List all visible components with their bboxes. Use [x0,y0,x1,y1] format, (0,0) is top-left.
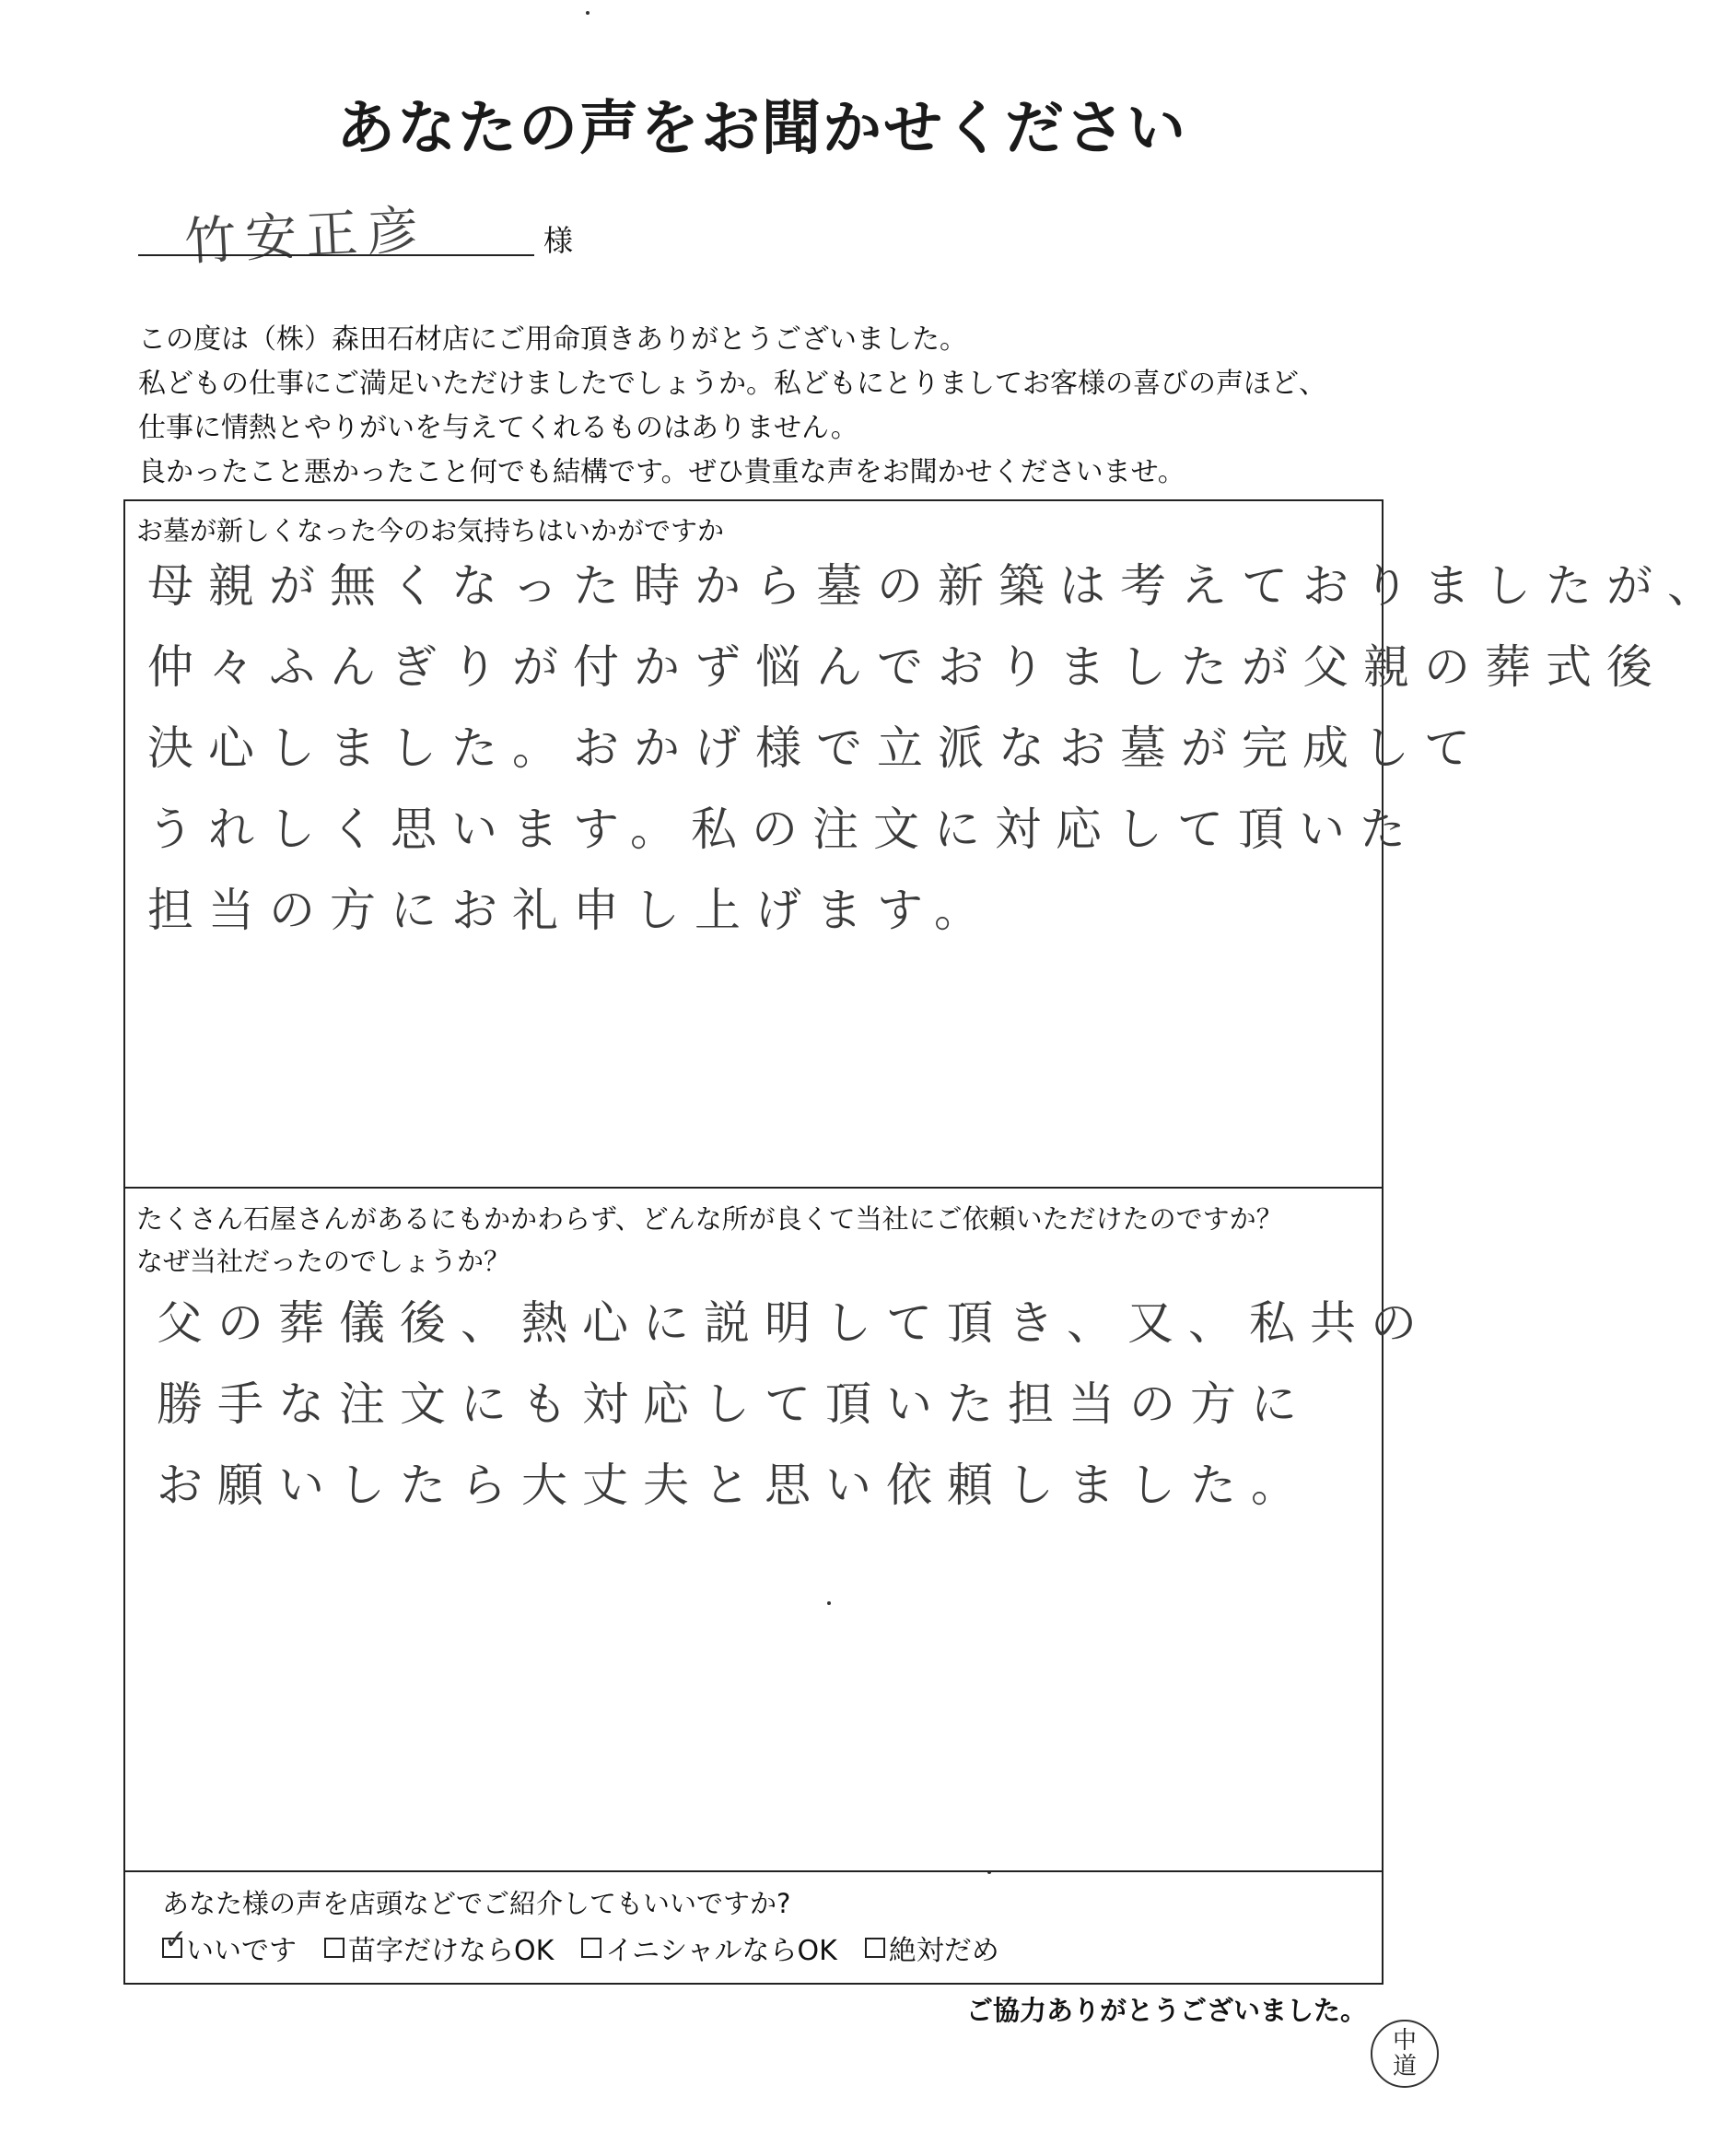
intro-line: 良かったこと悪かったこと何でも結構です。ぜひ貴重な声をお聞かせくださいませ。 [138,456,1185,488]
answer-line: 母親が無くなった時から墓の新築は考えておりましたが、 [147,559,1728,613]
intro-line: 仕事に情熱とやりがいを与えてくれるものはありません。 [138,412,858,444]
question-2-line: たくさん石屋さんがあるにもかかわらず、どんな所が良くて当社にご依頼いただけたのですか？ [136,1203,1283,1235]
checkbox[interactable] [324,1938,344,1958]
customer-honorific: 様 [543,223,574,258]
intro-text [138,318,1326,495]
option-surname-only[interactable] [324,1928,554,1968]
customer-name-underline [138,254,534,256]
answer-line: 仲々ふんぎりが付かず悩んでおりましたが父親の葬式後 [147,640,1667,694]
option-refuse[interactable] [865,1928,999,1968]
option-label: 苗字だけならOK [348,1935,555,1967]
intro-line: この度は（株）森田石材店にご用命頂きありがとうございました。 [138,323,967,356]
section-divider [123,1870,1384,1872]
section-divider [123,1187,1384,1189]
option-ok[interactable] [162,1924,297,1968]
staff-seal-stamp [1371,2020,1439,2088]
check-mark-icon: ✓ [164,1924,188,1956]
question-3-label: あなた様の声を店頭などでご紹介してもいいですか? [162,1888,791,1919]
scan-speck [586,11,590,15]
answer-line: お願いしたら大丈夫と思い依頼しました。 [157,1459,1312,1512]
answer-line: 勝手な注文にも対応して頂いた担当の方に [157,1377,1312,1431]
question-2-answer [157,1283,1431,1526]
answer-line: 父の葬儀後、熱心に説明して頂き、又、私共の [157,1296,1431,1350]
option-label: いいです [186,1935,297,1967]
customer-name-handwritten: 竹安正彦 [182,200,429,273]
stamp-char: 道 [1392,2053,1417,2080]
answer-line: 担当の方にお礼申し上げます。 [147,884,995,937]
checkbox-checked[interactable] [162,1924,188,1958]
option-label: イニシャルならOK [605,1935,837,1967]
thanks-message: ご協力ありがとうございました。 [965,1995,1367,2026]
checkbox[interactable] [581,1938,601,1958]
option-label: 絶対だめ [888,1935,999,1967]
checkbox[interactable] [865,1938,885,1958]
intro-line: 私どもの仕事にご満足いただけましたでしょうか。私どもにとりましてお客様の喜びの声ほど、 [138,368,1326,400]
question-2-line: なぜ当社だったのでしょうか？ [136,1246,511,1277]
consent-options [162,1924,999,1968]
page-title: あなたの声をお聞かせください [336,95,1187,163]
scan-speck [827,1601,831,1605]
stamp-char: 中 [1392,2027,1417,2055]
question-1-label: お墓が新しくなった今のお気持ちはいかがですか [136,515,725,546]
answer-line: 決心しました。おかげ様で立派なお墓が完成して [147,721,1485,775]
answer-line: うれしく思います。私の注文に対応して頂いた [147,803,1420,856]
question-1-answer [147,545,1728,951]
option-initials-only[interactable] [581,1928,837,1968]
question-2-label [136,1198,1283,1283]
